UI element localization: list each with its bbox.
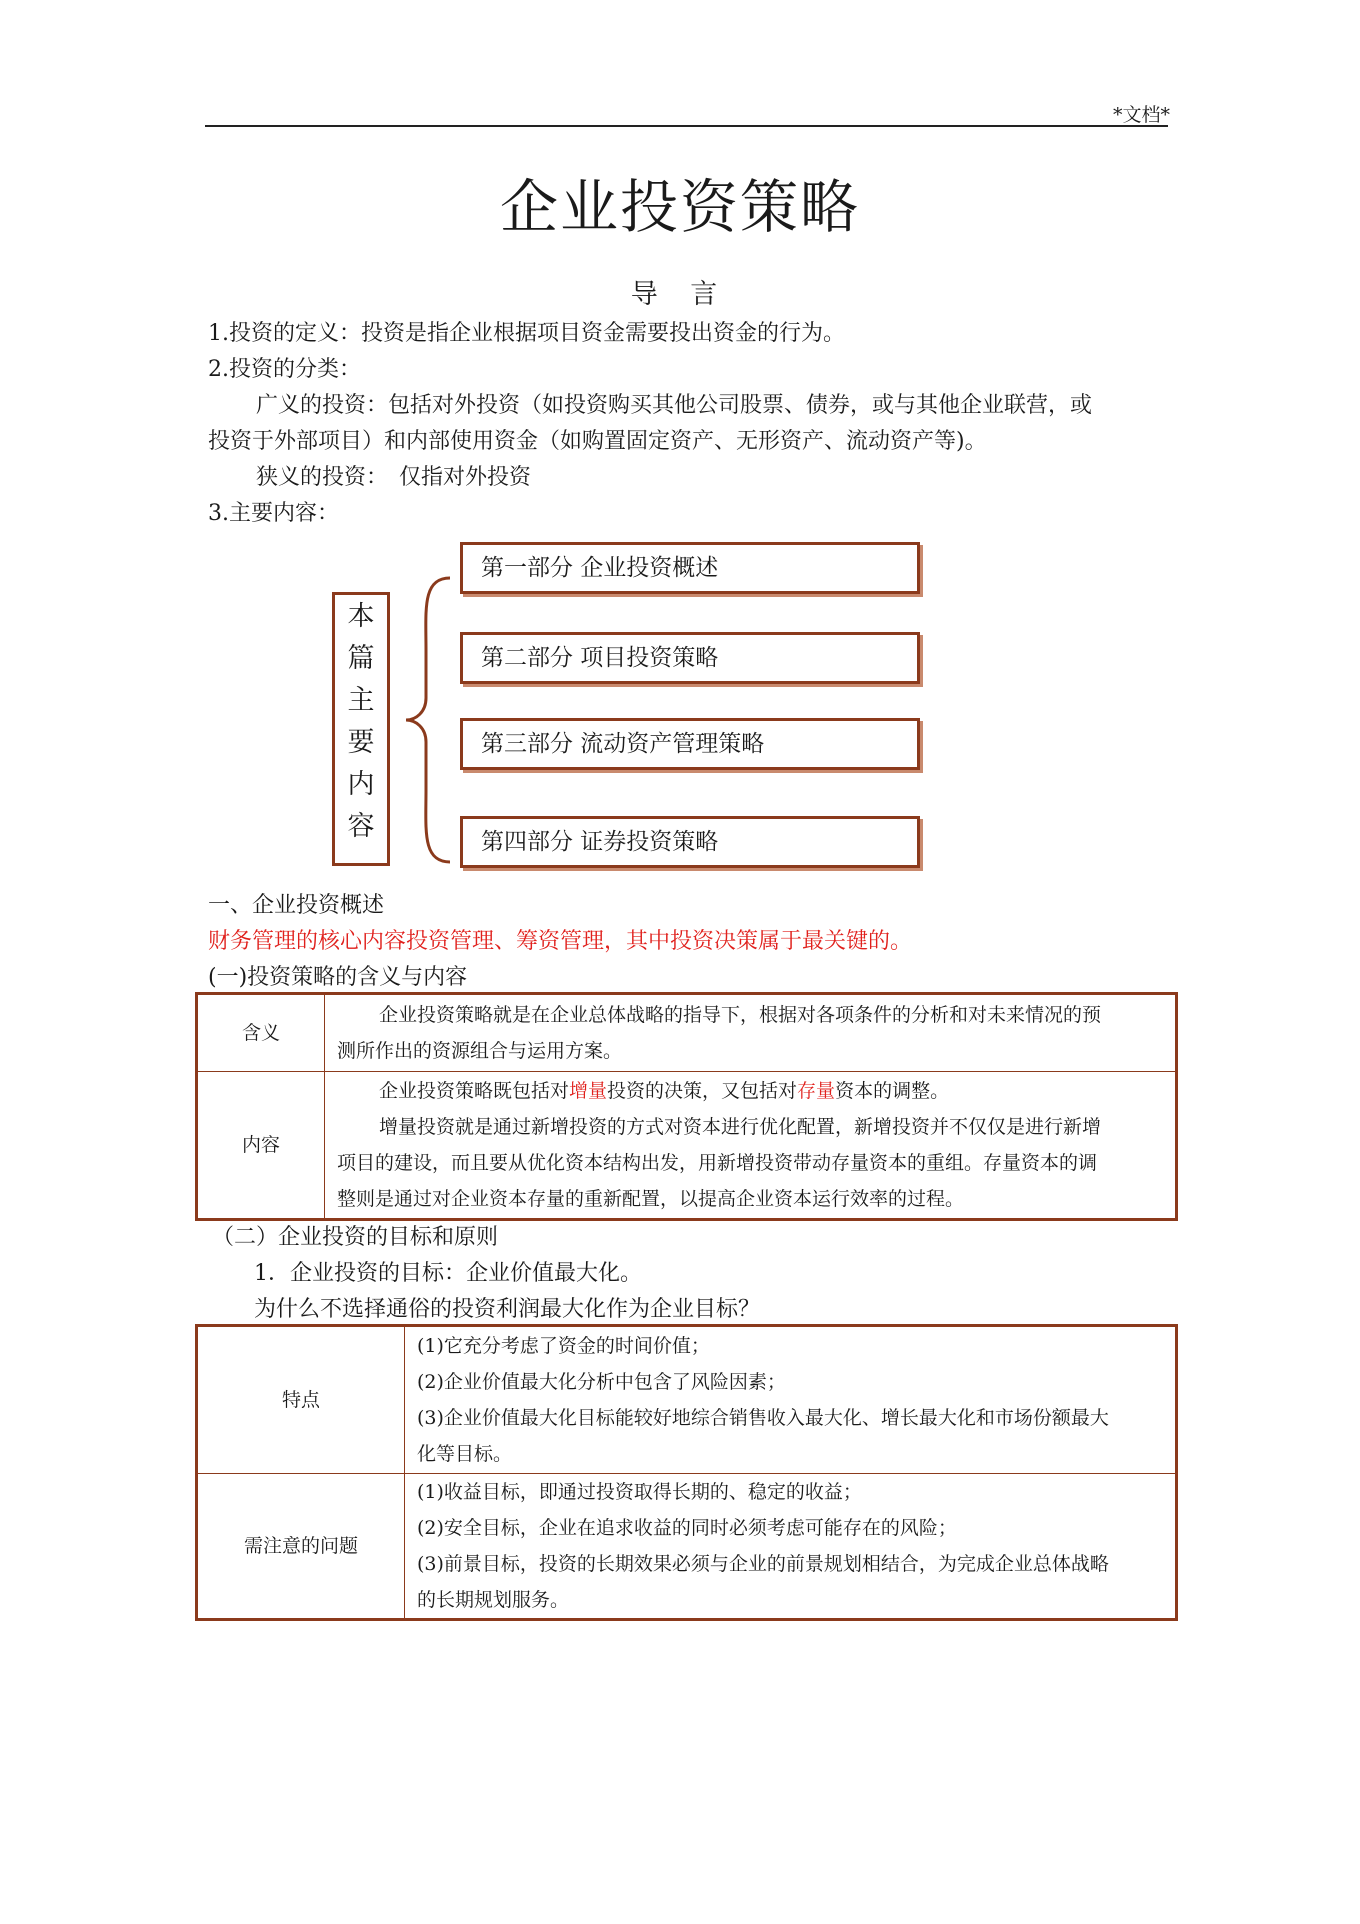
table-row	[197, 994, 1177, 1072]
toc-label-char: 容	[347, 811, 375, 842]
table-cell-content	[325, 1072, 1177, 1220]
highlight-stock: 存量	[797, 1080, 836, 1102]
table-row	[197, 1474, 1177, 1620]
table-head-features: 特点	[197, 1326, 405, 1474]
toc-label-char: 内	[347, 769, 375, 800]
toc-item-part3: 第三部分 流动资产管理策略	[460, 718, 920, 770]
text-span: 资本的调整。	[835, 1080, 950, 1102]
text-span: 企业投资策略既包括对	[379, 1080, 570, 1102]
part2-sub2-heading: （二）企业投资的目标和原则	[212, 1225, 499, 1250]
toc-item-part2: 第二部分 项目投资策略	[460, 632, 920, 684]
table-head-issues: 需注意的问题	[197, 1474, 405, 1620]
strategy-table	[195, 992, 1178, 1221]
intro-broad-line1: 广义的投资：包括对外投资（如投资购买其他公司股票、债券，或与其他企业联营，或	[256, 393, 1093, 418]
intro-narrow: 狭义的投资： 仅指对外投资	[256, 465, 532, 490]
table-text-line: (2)企业价值最大化分析中包含了风险因素；	[417, 1371, 786, 1393]
table-head-content: 内容	[197, 1072, 325, 1220]
table-text-line	[337, 1073, 1169, 1109]
header-mark: *文档*	[1112, 104, 1170, 126]
toc-label-char: 本	[347, 601, 375, 632]
part1-highlight: 财务管理的核心内容投资管理、筹资管理，其中投资决策属于最关键的。	[208, 929, 913, 954]
table-text-line: 项目的建设，而且要从优化资本结构出发，用新增投资带动存量资本的重组。存量资本的调	[337, 1152, 1098, 1174]
table-text-line: 企业投资策略就是在企业总体战略的指导下，根据对各项条件的分析和对未来情况的预	[379, 1004, 1102, 1026]
curly-brace-icon	[402, 570, 462, 870]
intro-heading: 导 言	[630, 279, 730, 310]
table-cell-issues	[405, 1474, 1177, 1620]
intro-broad-line2: 投资于外部项目）和内部使用资金（如购置固定资产、无形资产、流动资产等)。	[208, 429, 987, 454]
intro-main-content: 3.主要内容：	[208, 501, 339, 526]
part2-goal: 1．企业投资的目标：企业价值最大化。	[254, 1261, 642, 1286]
table-text-line: (2)安全目标，企业在追求收益的同时必须考虑可能存在的风险；	[417, 1517, 957, 1539]
table-text-line: (1)收益目标，即通过投资取得长期的、稳定的收益；	[417, 1481, 862, 1503]
table-row	[197, 1072, 1177, 1220]
table-text-line: (3)企业价值最大化目标能较好地综合销售收入最大化、增长最大化和市场份额最大	[417, 1407, 1109, 1429]
toc-label-char: 主	[347, 685, 375, 716]
table-text-line: 增量投资就是通过新增投资的方式对资本进行优化配置，新增投资并不仅仅是进行新增	[379, 1116, 1102, 1138]
table-text-line: (1)它充分考虑了资金的时间价值；	[417, 1335, 710, 1357]
toc-item-part4: 第四部分 证券投资策略	[460, 816, 920, 868]
goal-table	[195, 1324, 1178, 1621]
intro-classification: 2.投资的分类：	[208, 357, 361, 382]
document-title: 企业投资策略	[499, 173, 860, 241]
text-span: 投资的决策，又包括对	[607, 1080, 798, 1102]
table-text-line: 测所作出的资源组合与运用方案。	[337, 1040, 623, 1062]
table-cell-features	[405, 1326, 1177, 1474]
toc-label-char: 篇	[347, 643, 375, 674]
table-text-line: (3)前景目标，投资的长期效果必须与企业的前景规划相结合，为完成企业总体战略	[417, 1553, 1109, 1575]
intro-definition: 1.投资的定义：投资是指企业根据项目资金需要投出资金的行为。	[208, 321, 845, 346]
toc-item-part1: 第一部分 企业投资概述	[460, 542, 920, 594]
toc-label-char: 要	[347, 727, 375, 758]
table-cell-meaning	[325, 994, 1177, 1072]
part2-question: 为什么不选择通俗的投资利润最大化作为企业目标？	[254, 1297, 761, 1322]
highlight-incremental: 增量	[569, 1080, 608, 1102]
part1-heading: 一、企业投资概述	[208, 893, 385, 918]
part1-sub1-heading: (一)投资策略的含义与内容	[208, 965, 468, 990]
table-head-meaning: 含义	[197, 994, 325, 1072]
header-rule	[205, 125, 1168, 127]
toc-label-box	[332, 592, 390, 866]
table-row	[197, 1326, 1177, 1474]
table-text-line: 化等目标。	[417, 1443, 513, 1465]
table-text-line: 整则是通过对企业资本存量的重新配置，以提高企业资本运行效率的过程。	[337, 1188, 965, 1210]
table-text-line: 的长期规划服务。	[417, 1589, 570, 1611]
